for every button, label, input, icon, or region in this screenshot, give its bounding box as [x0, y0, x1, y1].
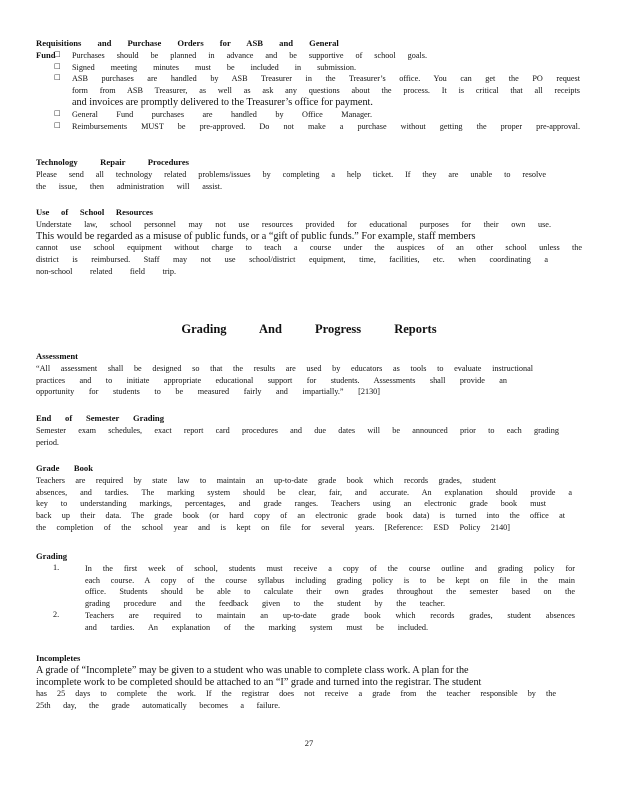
- incompletes-heading: Incompletes: [36, 653, 81, 663]
- item-number: 2.: [53, 609, 60, 619]
- bullet-marker-icon: □: [54, 49, 61, 58]
- assessment-text: opportunity for students to be measured fairly and impartially.” [2130]: [36, 387, 380, 397]
- semester-heading: End of Semester Grading: [36, 413, 164, 423]
- resources-text: Understate law, school personnel may not use resources provided for educational purposes for their own use.: [36, 219, 551, 229]
- incompletes-text: 25th day, the grade automatically becomes a failure.: [36, 701, 280, 711]
- technology-text: Please send all technology related problems/issues by completing a help ticket. If they are unable to resolve: [36, 169, 546, 179]
- technology-section: [36, 157, 582, 192]
- incompletes-section: [36, 653, 582, 712]
- gradebook-section: [36, 463, 582, 534]
- gradebook-text: back up their data. The grade book (or hard copy of an electronic grade book data) is turned into the office at: [36, 511, 565, 521]
- assessment-heading: Assessment: [36, 351, 79, 361]
- grading-text: In the first week of school, students must receive a copy of the course outline and grading policy for: [85, 563, 575, 573]
- grading-text: office. Students should be able to calculate their own grades throughout the semester based on the: [85, 587, 575, 597]
- bullet-text: and invoices are promptly delivered to the Treasurer’s office for payment.: [72, 96, 373, 108]
- requisitions-bullet-3: [36, 73, 582, 108]
- page-title: Grading And Progress Reports: [181, 322, 437, 336]
- gradebook-text: key to understanding markings, percentages, and grade ranges. Teachers using an electronic grade book must: [36, 499, 546, 509]
- resources-text: non-school related field trip.: [36, 266, 176, 276]
- assessment-text: practices and to initiate appropriate educational support for students. Assessments shall provide an: [36, 375, 507, 385]
- gradebook-text: Teachers are required by state law to maintain an up-to-date grade book which records grades, student: [36, 475, 496, 485]
- bullet-marker-icon: □: [54, 61, 61, 70]
- assessment-section: [36, 351, 582, 398]
- grading-text: and tardies. An explanation of the marking system must be included.: [85, 622, 428, 632]
- resources-heading: Use of School Resources: [36, 207, 153, 217]
- grading-section: [36, 551, 582, 634]
- grading-text: Teachers are required to maintain an up-to-date grade book which records grades, student absences: [85, 610, 575, 620]
- grading-item-1: [36, 563, 582, 610]
- requisitions-bullet-5: [36, 121, 582, 133]
- grading-heading: Grading: [36, 551, 68, 561]
- requisitions-section: [36, 38, 582, 132]
- incompletes-text: incomplete work to be completed should be attached to an “I” grade and turned into the registrar. The student: [36, 676, 482, 688]
- resources-text: district is reimbursed. Staff may not use school/district equipment, time, facilities, etc. when coordinating a: [36, 255, 548, 265]
- bullet-text: Purchases should be planned in advance and be supportive of school goals.: [72, 50, 427, 60]
- resources-text: cannot use school equipment without charge to teach a course under the auspices of an other school unless the: [36, 243, 582, 253]
- grading-text: each course. A copy of the course syllabus including grading policy is to be kept on file in the main: [85, 575, 575, 585]
- resources-text: This would be regarded as a misuse of public funds, or a “gift of public funds.” For example, staff members: [36, 230, 476, 242]
- page-number: 27: [304, 738, 314, 748]
- assessment-text: “All assessment shall be designed so that the results are used by educators as tools to evaluate instructional: [36, 363, 533, 373]
- requisitions-heading: Requisitions and Purchase Orders for ASB and General Fund: [36, 38, 339, 60]
- bullet-marker-icon: □: [54, 108, 61, 117]
- bullet-text: General Fund purchases are handled by Office Manager.: [72, 109, 372, 119]
- bullet-text: Signed meeting minutes must be included in submission.: [72, 62, 356, 72]
- bullet-text: form from ASB Treasurer, as well as ask any questions about the process. It is critical that all receipts: [72, 86, 580, 96]
- semester-text: period.: [36, 437, 59, 447]
- incompletes-text: A grade of “Incomplete” may be given to a student who was unable to complete class work. A plan for the: [36, 664, 469, 676]
- semester-text: Semester exam schedules, exact report card procedures and due dates will be announced prior to each grading: [36, 425, 559, 435]
- bullet-text: ASB purchases are handled by ASB Treasurer in the Treasurer’s office. You can get the PO request: [72, 74, 580, 84]
- bullet-marker-icon: □: [54, 120, 61, 129]
- technology-text: the issue, then administration will assist.: [36, 181, 222, 191]
- requisitions-bullet-4: [36, 109, 582, 121]
- requisitions-bullet-1: [36, 50, 582, 62]
- gradebook-text: absences, and tardies. The marking system should be clear, fair, and accurate. An explanation should provide a: [36, 487, 572, 497]
- requisitions-bullet-2: [36, 62, 582, 74]
- grading-item-2: [36, 610, 582, 634]
- incompletes-text: has 25 days to complete the work. If the registrar does not receive a grade from the teacher responsible by the: [36, 689, 556, 699]
- bullet-text: Reimbursements MUST be pre-approved. Do not make a purchase without getting the proper pre-approval.: [72, 121, 580, 131]
- gradebook-text: the completion of the school year and is kept on file for several years. [Reference: ESD Policy 2140]: [36, 522, 510, 532]
- technology-heading: Technology Repair Procedures: [36, 157, 189, 167]
- grading-text: grading procedure and the feedback given to the student by the teacher.: [85, 599, 445, 609]
- resources-section: [36, 207, 582, 278]
- bullet-marker-icon: □: [54, 73, 61, 82]
- item-number: 1.: [53, 562, 60, 572]
- gradebook-heading: Grade Book: [36, 463, 93, 473]
- semester-section: [36, 413, 582, 448]
